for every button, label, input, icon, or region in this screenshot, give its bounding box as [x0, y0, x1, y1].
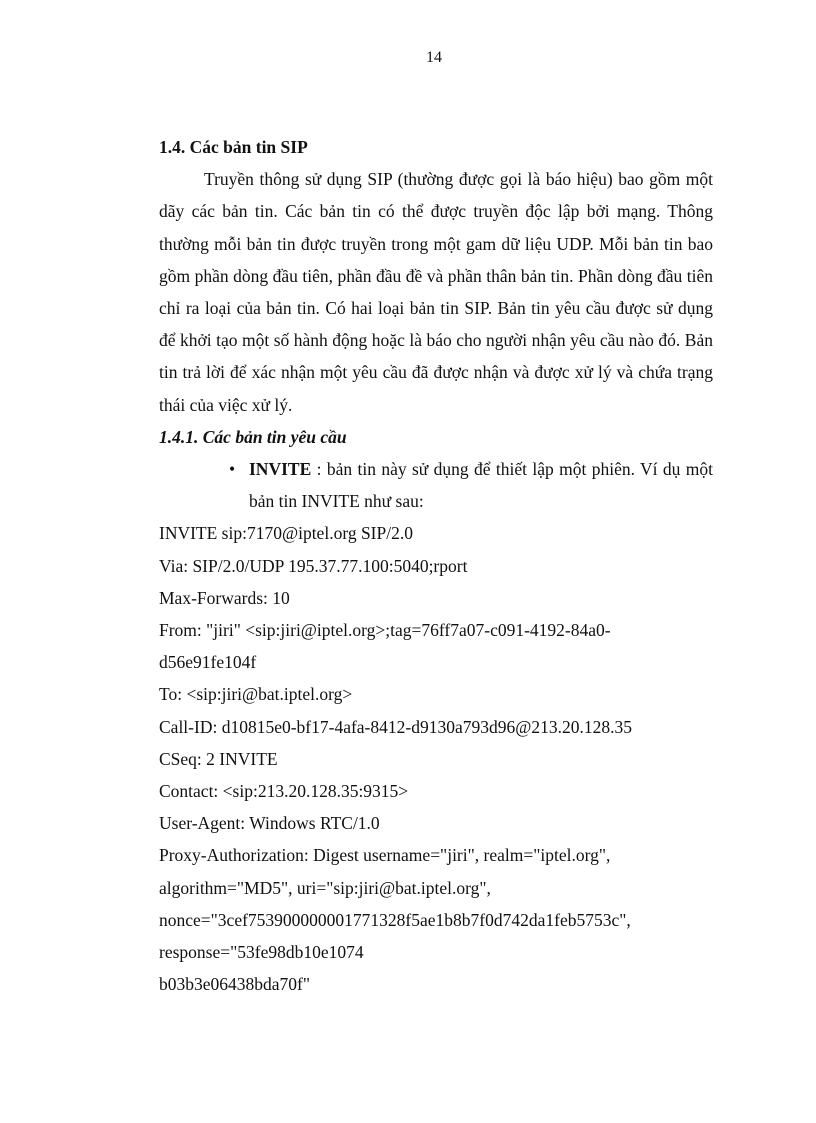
sip-message-line: Max-Forwards: 10: [159, 587, 290, 608]
sip-message-line: b03b3e06438bda70f": [159, 974, 311, 995]
sip-message-line: Contact: <sip:213.20.128.35:9315>: [159, 781, 409, 802]
sip-message-line: Via: SIP/2.0/UDP 195.37.77.100:5040;rport: [159, 555, 468, 576]
sip-message-line: d56e91fe104f: [159, 652, 257, 673]
sip-message-line: To: <sip:jiri@bat.iptel.org>: [159, 684, 353, 705]
sip-message-line: CSeq: 2 INVITE: [159, 748, 278, 769]
sip-message-line: User-Agent: Windows RTC/1.0: [159, 813, 380, 834]
sip-message-block: [159, 517, 713, 1000]
sip-message-line: Proxy-Authorization: Digest username="jiri", realm="iptel.org",: [159, 845, 611, 866]
invite-bullet-item: [229, 453, 713, 517]
bullet-term: INVITE: [249, 459, 312, 480]
section-heading: 1.4. Các bản tin SIP: [159, 137, 308, 157]
sip-message-line: From: "jiri" <sip:jiri@iptel.org>;tag=76ff7a07-c091-4192-84a0-: [159, 620, 611, 641]
sip-message-line: algorithm="MD5", uri="sip:jiri@bat.iptel.org",: [159, 877, 491, 898]
sip-message-line: nonce="3cef753900000001771328f5ae1b8b7f0d742da1feb5753c",: [159, 909, 631, 930]
sip-message-line: Call-ID: d10815e0-bf17-4afa-8412-d9130a793d96@213.20.128.35: [159, 716, 632, 737]
bullet-icon: •: [229, 459, 236, 480]
subsection-heading: 1.4.1. Các bản tin yêu cầu: [159, 426, 347, 447]
page-number: 14: [426, 49, 442, 66]
sip-message-line: INVITE sip:7170@iptel.org SIP/2.0: [159, 523, 413, 544]
intro-paragraph: Truyền thông sử dụng SIP (thường được gọi là báo hiệu) bao gồm một dãy các bản tin. Các bản tin có thể được truyền độc lập bởi mạng. Thông thường mỗi bản tin được truyền trong một gam dữ liệu UDP. Mỗi bản tin bao gồm phần dòng đầu tiên, phần đầu đề và phần thân bản tin. Phần dòng đầu tiên chỉ ra loại của bản tin. Có hai loại bản tin SIP. Bản tin yêu cầu được sử dụng để khởi tạo một số hành động hoặc là báo cho người nhận yêu cầu nào đó. Bản tin trả lời để xác nhận một yêu cầu đã được nhận và được xử lý và chứa trạng thái của việc xử lý.: [159, 169, 713, 415]
sip-message-line: response="53fe98db10e1074: [159, 942, 364, 963]
page-content: [159, 131, 713, 1000]
bullet-text: : bản tin này sử dụng để thiết lập một phiên. Ví dụ một bản tin INVITE như sau:: [249, 459, 713, 512]
